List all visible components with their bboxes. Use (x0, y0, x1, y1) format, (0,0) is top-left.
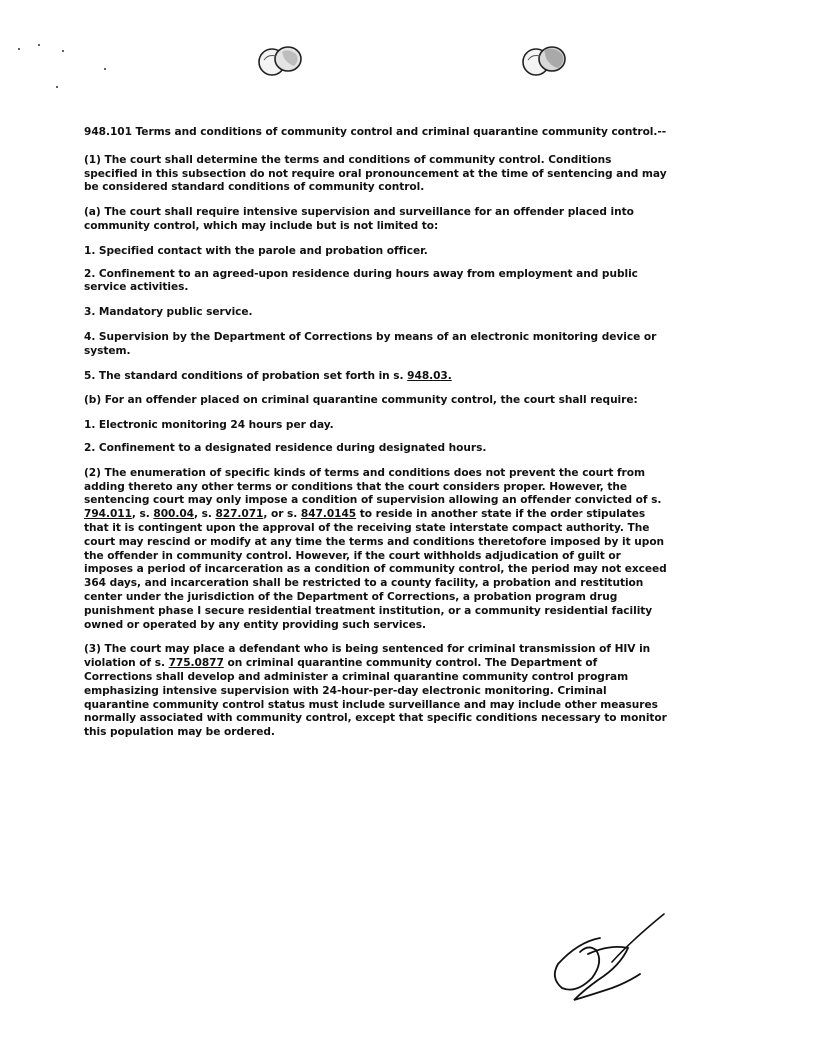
subsection-3-text-cont: on criminal quarantine community control. The Department of Corrections shall develop and administer a criminal quarantine community control program emphasizing intensive supervision with 24-hour-per-day electronic monitoring. Criminal quarantine community control status must include surveillance and may include other measures normally associated with community control, except that specific conditions necessary to monitor this population may be ordered. (84, 657, 667, 739)
scan-speck (38, 44, 40, 46)
statute-document (84, 126, 668, 751)
list-item: 3. Mandatory public service. (84, 306, 253, 319)
subsection-2 (84, 467, 668, 633)
punch-hole-left (256, 44, 304, 78)
scan-speck (62, 50, 64, 52)
subsection-3 (84, 643, 668, 740)
list-item (84, 370, 668, 384)
paragraph-a: (a) The court shall require intensive supervision and surveillance for an offender placed into community control, which may include but is not limited to: (84, 206, 634, 232)
statute-link-847-0145[interactable]: 847.0145 (300, 508, 357, 521)
separator-text: , s. (193, 508, 216, 521)
list-item: 2. Confinement to an agreed-upon residence during hours away from employment and public service activities. (84, 267, 638, 294)
statute-link-800-04[interactable]: 800.04 (153, 508, 194, 521)
statute-link-948-03[interactable]: 948.03. (407, 369, 452, 382)
list-item: 2. Confinement to a designated residence during designated hours. (84, 441, 487, 454)
statute-link-775-0877[interactable]: 775.0877 (168, 657, 224, 670)
separator-text: , s. (131, 508, 154, 521)
subsection-3-text: (3) The court may place a defendant who is being sentenced for criminal transmission of HIV in violation of s. (84, 643, 651, 670)
subsection-2-text-cont: to reside in another state if the order stipulates that it is contingent upon the approval of the receiving state interstate compact authority. The court may rescind or modify at any time the terms and conditions theretofore imposed by it upon the offender in community control. However, if the court withholds adjudication of guilt or imposes a period of incarceration as a condition of community control, the period may not exceed 364 days, and incarceration shall be restricted to a county facility, a probation and restitution center under the jurisdiction of the Department of Corrections, a probation program drug punishment phase I secure residential treatment institution, or a community residential facility owned or operated by any entity providing such services. (84, 508, 667, 631)
list-item: 1. Electronic monitoring 24 hours per day. (84, 419, 334, 432)
list-item-text: 5. The standard conditions of probation set forth in s. (84, 369, 408, 382)
subsection-1: (1) The court shall determine the terms and conditions of community control. Conditions specified in this subsection do not require oral pronouncement at the time of sentencing and may be considered standard conditions of community control. (84, 153, 667, 194)
punch-hole-right (520, 44, 568, 78)
section-title: 948.101 Terms and conditions of community control and criminal quarantine community control.-- (84, 126, 667, 138)
scan-speck (104, 68, 106, 70)
separator-text: , or s. (263, 508, 301, 521)
scan-speck (18, 48, 20, 50)
list-item: 4. Supervision by the Department of Corrections by means of an electronic monitoring device or system. (84, 330, 657, 357)
scan-speck (56, 86, 58, 88)
paragraph-b: (b) For an offender placed on criminal quarantine community control, the court shall require: (84, 394, 638, 407)
subsection-2-text: (2) The enumeration of specific kinds of terms and conditions does not prevent the court from adding thereto any other terms or conditions that the court considers proper. However, the sentencing court may only impose a condition of supervision allowing an offender convicted of s. (84, 466, 662, 507)
handwritten-signature (548, 908, 672, 1008)
list-item: 1. Specified contact with the parole and probation officer. (84, 244, 428, 257)
statute-link-794-011[interactable]: 794.011 (84, 508, 132, 521)
statute-link-827-071[interactable]: 827.071 (215, 508, 264, 521)
